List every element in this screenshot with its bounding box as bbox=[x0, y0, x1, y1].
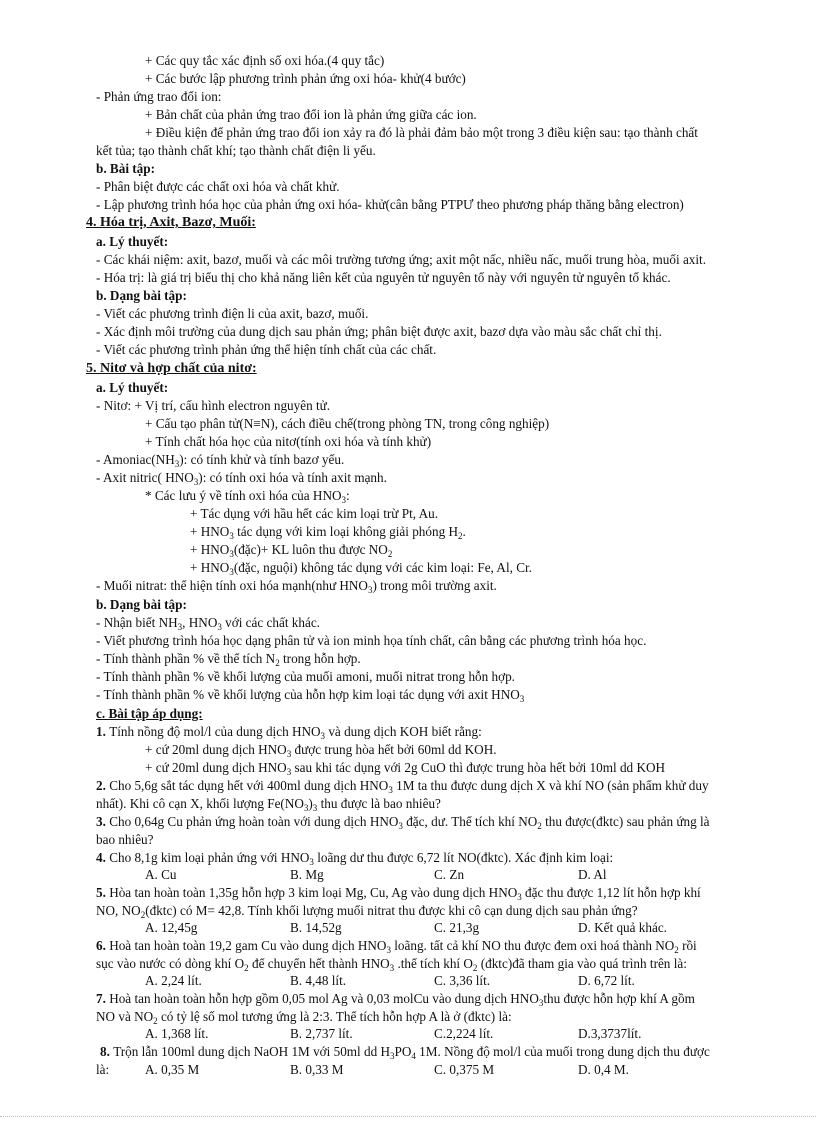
text-line: - Các khái niệm: axit, bazơ, muối và các môi trường tương ứng; axit một nấc, nhiều nấc, muối trung hòa, muối axit. bbox=[96, 252, 707, 267]
option-d: D. 0,4 M. bbox=[578, 1062, 629, 1077]
text-line: - Hóa trị: là giá trị biểu thị cho khả năng liên kết của nguyên tử nguyên tố này với nguyên tử nguyên tố khác. bbox=[96, 270, 671, 285]
text-line: - Muối nitrat: thể hiện tính oxi hóa mạnh(như $HNO_3$) trong môi trường axit. bbox=[96, 578, 497, 595]
text-line: + cứ 20ml dung dịch $HNO_3$ được trung hòa hết bởi 60ml dd KOH. bbox=[145, 742, 497, 759]
text-line: NO, $NO_2(đktc)$ có M= 42,8. Tính khối lượng muối nitrat thu được khi cô cạn dung dịch sau phản ứng? bbox=[96, 903, 638, 920]
text-line: sục vào nước có dòng khí $O_2$ để chuyển hết thành $HNO_3$ .thể tích khí $O_2$ (đktc)đã tham gia vào quá trình trên là: bbox=[96, 956, 687, 973]
option-c: C.2,224 lít. bbox=[434, 1026, 494, 1041]
subheading: c. Bài tập áp dụng: bbox=[96, 706, 203, 721]
text-line: - Nhận biết $NH_3$, $HNO_3$ với các chất khác. bbox=[96, 615, 320, 632]
text-line: - Phản ứng trao đổi ion: bbox=[96, 89, 222, 104]
page-bottom-divider bbox=[0, 1116, 816, 1117]
text-line: + Tính chất hóa học của nitơ(tính oxi hóa và tính khử) bbox=[145, 434, 432, 449]
text-line: - $Amoniac(NH_3)$: có tính khử và tính bazơ yếu. bbox=[96, 452, 345, 469]
answer-options-row bbox=[0, 866, 816, 883]
text-line: - Lập phương trình hóa học của phản ứng oxi hóa- khử(cân bằng PTPƯ theo phương pháp thăng bằng electron) bbox=[96, 197, 684, 212]
option-c: C. 3,36 lít. bbox=[434, 973, 491, 988]
option-b: B. 2,737 lít. bbox=[290, 1026, 353, 1041]
section-heading-4: 4. Hóa trị, Axit, Bazơ, Muối: bbox=[86, 215, 256, 230]
option-b: B. 4,48 lít. bbox=[290, 973, 347, 988]
text-line: - Viết các phương trình điện li của axit, bazơ, muối. bbox=[96, 306, 369, 321]
text-line: - Tính thành phần % về khối lượng của muối amoni, muối nitrat trong hỗn hợp. bbox=[96, 669, 515, 684]
option-c: C. 21,3g bbox=[434, 920, 480, 935]
exercise-4: 4. Cho 8,1g kim loại phản ứng với $HNO_3$ loãng dư thu được 6,72 lít NO(đktc). Xác định kim loại: bbox=[96, 850, 614, 867]
text-line: + $HNO_3(đặc$, nguội) không tác dụng với các kim loại: Fe, Al, Cr. bbox=[190, 560, 532, 577]
exercise-5: 5. Hòa tan hoàn toàn 1,35g hỗn hợp 3 kim loại Mg, Cu, Ag vào dung dịch $HNO_3$ đặc thu được 1,12 lít hỗn hợp khí bbox=[96, 885, 701, 902]
text-line: - Phân biệt được các chất oxi hóa và chất khử. bbox=[96, 179, 340, 194]
answer-options-row bbox=[0, 1025, 816, 1042]
option-d: D. Kết quả khác. bbox=[578, 920, 667, 935]
text-line: + Bản chất của phản ứng trao đổi ion là phản ứng giữa các ion. bbox=[145, 107, 477, 122]
answer-options-row bbox=[0, 1061, 816, 1078]
option-d: D. Al bbox=[578, 867, 607, 882]
text-line: + Tác dụng với hầu hết các kim loại trừ Pt, Au. bbox=[190, 506, 439, 521]
text-line: + Các bước lập phương trình phản ứng oxi hóa- khử(4 bước) bbox=[145, 71, 466, 86]
option-a: A. 0,35 M bbox=[145, 1062, 200, 1077]
exercise-6: 6. Hoà tan hoàn toàn 19,2 gam Cu vào dung dịch $HNO_3$ loãng. tất cả khí NO thu được đem oxi hoá thành $NO_2$ rồi bbox=[96, 938, 697, 955]
text-line: - Xác định môi trường của dung dịch sau phản ứng; phân biệt được axit, bazơ dựa vào màu sắc chất chỉ thị. bbox=[96, 324, 662, 339]
text-line: kết tủa; tạo thành chất khí; tạo thành chất điện li yếu. bbox=[96, 143, 376, 158]
text-line: + cứ 20ml dung dịch $HNO_3$ sau khi tác dụng với 2g CuO thì được trung hòa hết bởi 10ml dd KOH bbox=[145, 760, 666, 777]
option-b: B. 0,33 M bbox=[290, 1062, 344, 1077]
subheading: b. Bài tập: bbox=[96, 161, 155, 176]
text-line: + Các quy tắc xác định số oxi hóa.(4 quy tắc) bbox=[145, 53, 385, 68]
text-line: - Tính thành phần % về thể tích $N_2$ trong hỗn hợp. bbox=[96, 651, 361, 668]
text-line: + Cấu tạo phân tử(N≡N), cách điều chế(trong phòng TN, trong công nghiệp) bbox=[145, 416, 550, 431]
option-c: C. Zn bbox=[434, 867, 465, 882]
option-a: A. Cu bbox=[145, 867, 177, 882]
exercise-1: 1. Tính nồng độ mol/l của dung dịch $HNO_3$ và dung dịch KOH biết rằng: bbox=[96, 724, 482, 741]
text-line: + $HNO_3(đặc)+$ KL luôn thu được $NO_2$ bbox=[190, 542, 393, 559]
subheading: b. Dạng bài tập: bbox=[96, 288, 187, 303]
option-b: B. 14,52g bbox=[290, 920, 342, 935]
text-line: - Viết các phương trình phản ứng thể hiện tính chất của các chất. bbox=[96, 342, 437, 357]
exercise-2: 2. Cho 5,6g sắt tác dụng hết với 400ml dung dịch $HNO_3$ 1M ta thu được dung dịch X và khí NO (sản phẩm khử duy bbox=[96, 778, 709, 795]
subheading: a. Lý thuyết: bbox=[96, 380, 169, 395]
option-a: A. 12,45g bbox=[145, 920, 198, 935]
text-line: + Điều kiện để phản ứng trao đổi ion xảy ra đó là phải đảm bảo một trong 3 điều kiện sau: tạo thành chất bbox=[145, 125, 698, 140]
option-b: B. Mg bbox=[290, 867, 324, 882]
text-line: - Axit nitric( $HNO_3$): có tính oxi hóa và tính axit mạnh. bbox=[96, 470, 387, 487]
subheading: b. Dạng bài tập: bbox=[96, 597, 187, 612]
exercise-7: 7. Hoà tan hoàn toàn hỗn hợp gồm 0,05 mol Ag và 0,03 molCu vào dung dịch $HNO_3thu$ được hỗn hợp khí A gồm bbox=[96, 991, 695, 1008]
option-d: D.3,3737lít. bbox=[578, 1026, 642, 1041]
text-line: - Tính thành phần % về khối lượng của hỗn hợp kim loại tác dụng với axit $HNO_3$ bbox=[96, 687, 525, 704]
text-line: nhất). Khi cô cạn X, khối lượng $Fe(NO_3)_3$ thu được là bao nhiêu? bbox=[96, 796, 441, 813]
answer-lead: là: bbox=[96, 1062, 110, 1077]
exercise-8: 8. Trộn lẫn 100ml dung dịch NaOH 1M với 50ml dd $H_3PO_4$ 1M. Nồng độ mol/l của muối trong dung dịch thu được bbox=[100, 1044, 710, 1061]
answer-options-row bbox=[0, 919, 816, 936]
text-line: + $HNO_3$ tác dụng với kim loại không giải phóng $H_2$. bbox=[190, 524, 466, 541]
subheading: a. Lý thuyết: bbox=[96, 234, 169, 249]
text-line: bao nhiêu? bbox=[96, 832, 154, 847]
option-d: D. 6,72 lít. bbox=[578, 973, 635, 988]
text-line: NO và $NO_2$ có tỷ lệ số mol tương ứng là 2:3. Thể tích hỗn hợp A là ở (đktc) là: bbox=[96, 1009, 512, 1026]
text-line: * Các lưu ý về tính oxi hóa của $HNO_3$: bbox=[145, 488, 350, 505]
section-heading-5: 5. Nitơ và hợp chất của nitơ: bbox=[86, 361, 257, 376]
answer-options-row bbox=[0, 972, 816, 989]
text-line: - Viết phương trình hóa học dạng phân tử và ion minh họa tính chất, cân bằng các phương trình hóa học. bbox=[96, 633, 647, 648]
option-a: A. 1,368 lít. bbox=[145, 1026, 209, 1041]
text-line: - Nitơ: + Vị trí, cấu hình electron nguyên tử. bbox=[96, 398, 331, 413]
option-a: A. 2,24 lít. bbox=[145, 973, 202, 988]
exercise-3: 3. Cho 0,64g Cu phản ứng hoàn toàn với dung dịch $HNO_3$ đặc, dư. Thể tích khí $NO_2$ thu được(đktc) sau phản ứng là bbox=[96, 814, 710, 831]
option-c: C. 0,375 M bbox=[434, 1062, 495, 1077]
